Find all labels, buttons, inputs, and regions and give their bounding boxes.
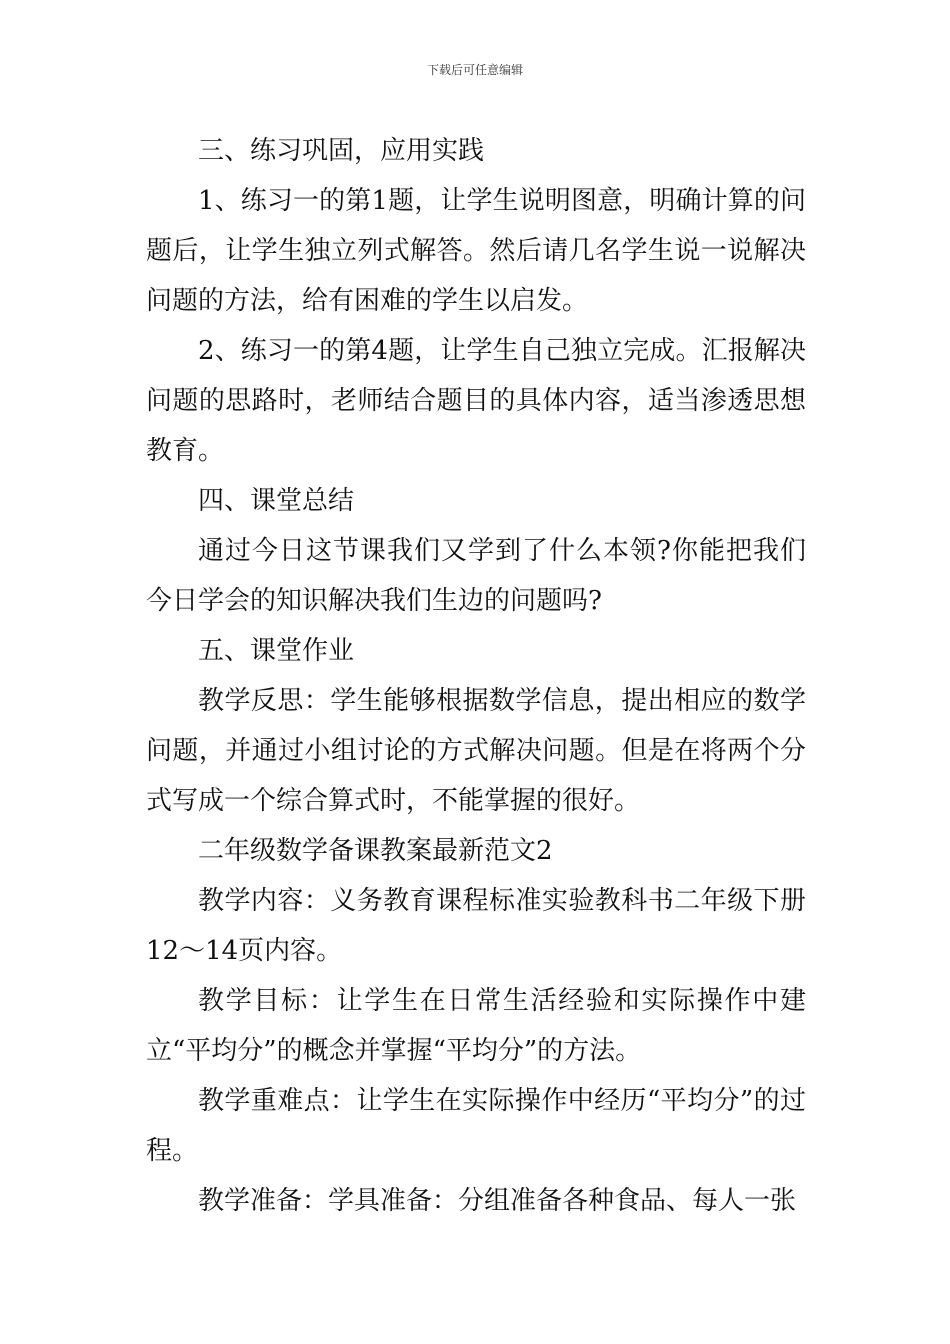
paragraph-exercise-1: 1、练习一的第1题，让学生说明图意，明确计算的问题后，让学生独立列式解答。然后请几名学生说一说解决问题的方法，给有困难的学生以启发。: [146, 186, 806, 316]
section-heading-homework: 五、课堂作业: [198, 636, 355, 666]
document-subtitle: 二年级数学备课教案最新范文2: [198, 836, 553, 866]
paragraph-reflection: 教学反思：学生能够根据数学信息，提出相应的数学问题，并通过小组讨论的方式解决问题。但是在将两个分式写成一个综合算式时，不能掌握的很好。: [146, 686, 806, 816]
document-body: [146, 126, 806, 1226]
paragraph-summary: 通过今日这节课我们又学到了什么本领?你能把我们今日学会的知识解决我们生边的问题吗?: [146, 536, 806, 616]
page-header-note: 下载后可任意编辑: [426, 63, 523, 77]
paragraph-key-points: 教学重难点：让学生在实际操作中经历“平均分”的过程。: [146, 1086, 806, 1166]
paragraph-teaching-content: 教学内容：义务教育课程标准实验教科书二年级下册12～14页内容。: [146, 886, 806, 966]
section-heading-practice: 三、练习巩固，应用实践: [198, 136, 485, 166]
section-heading-summary: 四、课堂总结: [198, 486, 355, 516]
paragraph-teaching-goal: 教学目标：让学生在日常生活经验和实际操作中建立“平均分”的概念并掌握“平均分”的方法。: [146, 986, 806, 1066]
paragraph-preparation: 教学准备：学具准备：分组准备各种食品、每人一张: [198, 1186, 797, 1216]
paragraph-exercise-2: 2、练习一的第4题，让学生自己独立完成。汇报解决问题的思路时，老师结合题目的具体内容，适当渗透思想教育。: [146, 336, 806, 466]
